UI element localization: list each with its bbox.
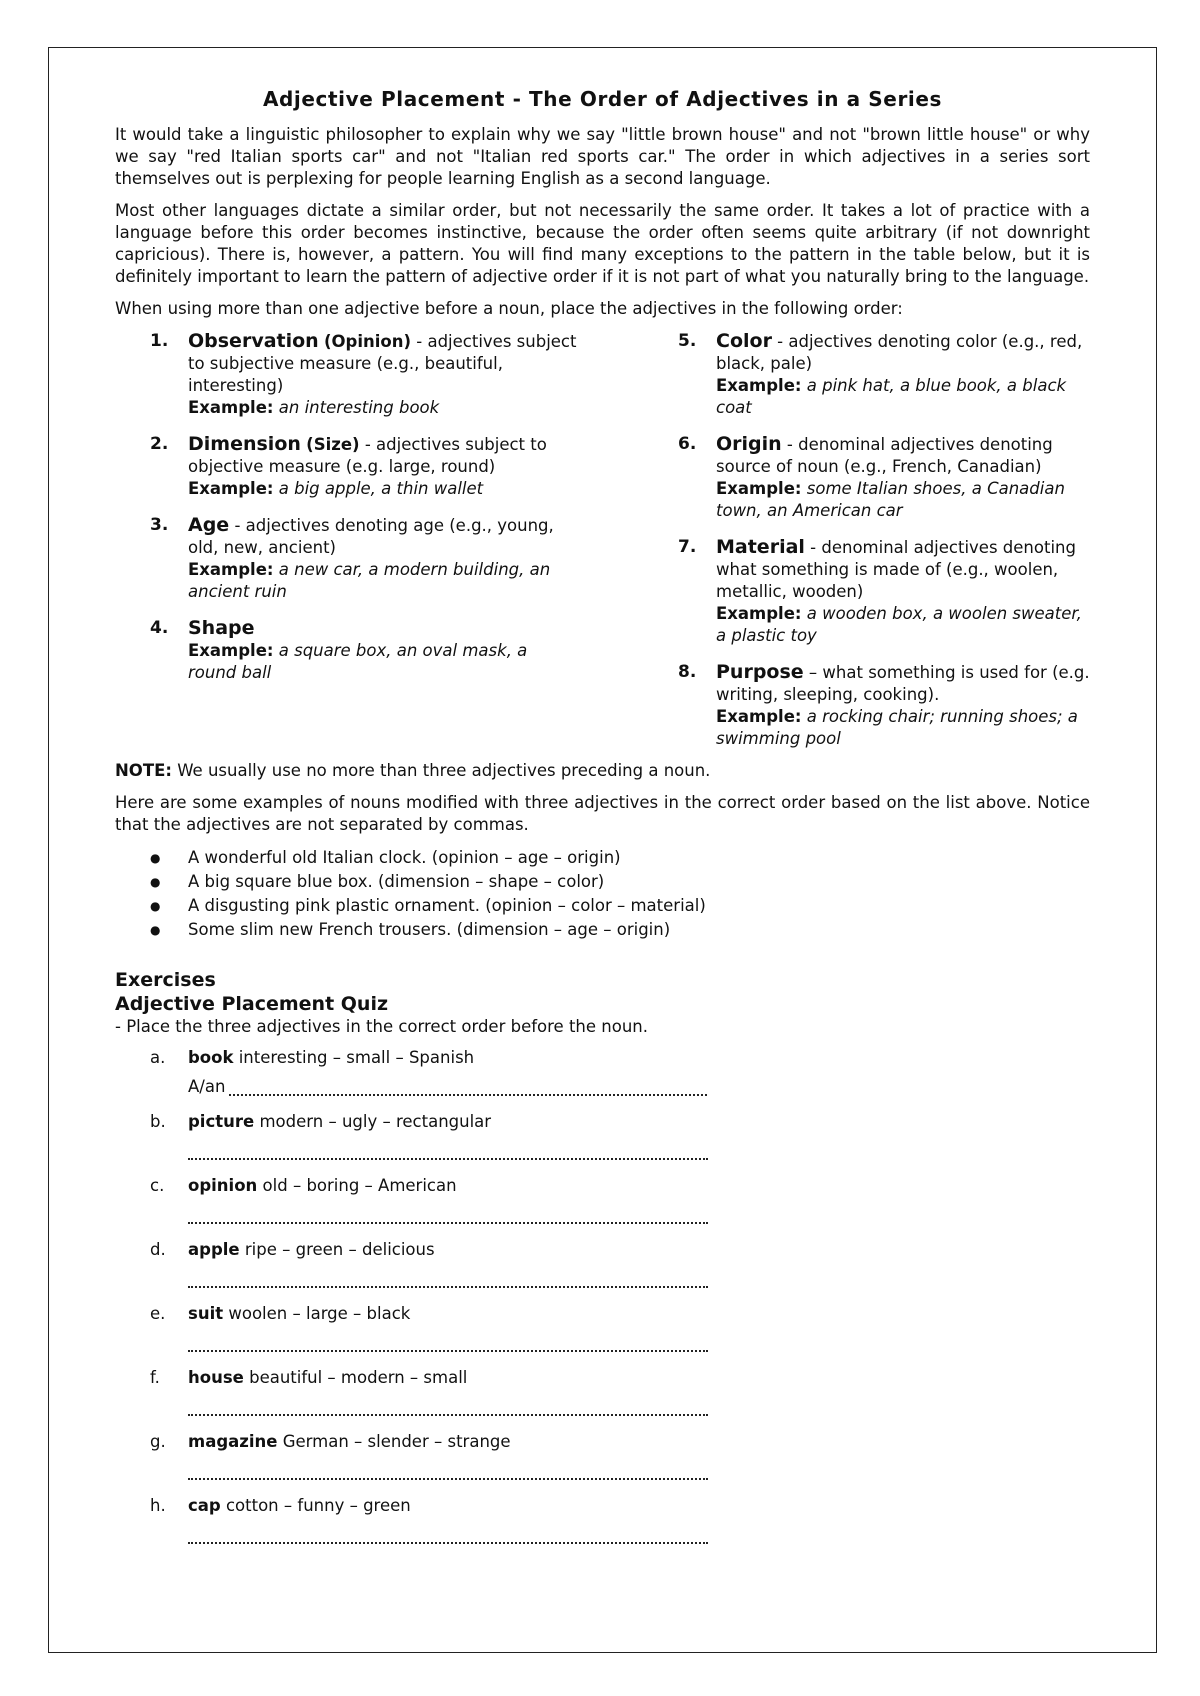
category-name: Dimension: [188, 433, 301, 455]
question-noun: apple: [188, 1240, 240, 1259]
list-item: ● A disgusting pink plastic ornament. (opinion – color – material): [150, 894, 1090, 918]
question-letter: c.: [150, 1176, 165, 1195]
question-adjectives: woolen – large – black: [228, 1304, 411, 1323]
question-noun: magazine: [188, 1432, 278, 1451]
question-noun: book: [188, 1048, 234, 1067]
languages-paragraph: Most other languages dictate a similar order, but not necessarily the same order. It takes a lot of practice with a language before this order becomes instinctive, because the order often seems quite arbitrary (if not downright capricious). There is, however, a pattern. You will find many exceptions to the pattern in the table below, but it is definitely important to learn the pattern of adjective order if it is not part of what you naturally bring to the language.: [115, 201, 1090, 286]
category-name: Shape: [188, 617, 255, 639]
category-name: Observation: [188, 330, 319, 352]
bullet-icon: ●: [150, 851, 161, 865]
category-description: - denominal adjectives denoting what something is made of (e.g., woolen, metallic, wooden): [716, 538, 1076, 601]
note-label: NOTE:: [115, 761, 172, 780]
document-body: [115, 84, 1090, 1558]
category-description: - denominal adjectives denoting source of noun (e.g., French, Canadian): [716, 435, 1053, 476]
category-example: a new car, a modern building, an ancient ruin: [188, 560, 551, 601]
question-noun: suit: [188, 1304, 224, 1323]
note-text: We usually use no more than three adjectives preceding a noun.: [171, 761, 711, 780]
answer-line[interactable]: [188, 1262, 1090, 1296]
category-description: – what something is used for (e.g. writing, sleeping, cooking).: [716, 663, 1090, 704]
category-description: - adjectives denoting color (e.g., red, black, pale): [716, 332, 1083, 373]
example-label: Example:: [716, 479, 802, 498]
question-adjectives: ripe – green – delicious: [244, 1240, 435, 1259]
category-name: Age: [188, 514, 230, 536]
question-adjectives: modern – ugly – rectangular: [259, 1112, 492, 1131]
example-label: Example:: [188, 641, 274, 660]
category-number: 1.: [150, 331, 169, 351]
list-item: ● A wonderful old Italian clock. (opinion – age – origin): [150, 846, 1090, 870]
category-number: 7.: [678, 537, 697, 557]
question-adjectives: German – slender – strange: [282, 1432, 511, 1451]
list-item: ● Some slim new French trousers. (dimension – age – origin): [150, 918, 1090, 942]
answer-line[interactable]: [188, 1326, 1090, 1360]
example-label: Example:: [188, 560, 274, 579]
quiz-question: [150, 1110, 1090, 1168]
answer-line[interactable]: [188, 1070, 1090, 1104]
category-number: 3.: [150, 515, 169, 535]
question-noun: house: [188, 1368, 244, 1387]
bullet-icon: ●: [150, 923, 161, 937]
category-name: Material: [716, 536, 805, 558]
category-item: [150, 433, 580, 500]
quiz-instruction: - Place the three adjectives in the correct order before the noun.: [115, 1017, 648, 1036]
category-subtitle: (Size): [306, 435, 360, 454]
categories-left-column: [150, 330, 580, 764]
quiz-question: [150, 1238, 1090, 1296]
quiz-question: [150, 1174, 1090, 1232]
category-example: a wooden box, a woolen sweater, a plastic toy: [716, 604, 1082, 645]
answer-line[interactable]: [188, 1518, 1090, 1552]
exercises-heading: Exercises: [115, 969, 216, 991]
category-item: [678, 433, 1090, 522]
bullet-icon: ●: [150, 875, 161, 889]
quiz-question: [150, 1302, 1090, 1360]
category-number: 2.: [150, 434, 169, 454]
category-description: - adjectives subject to subjective measure (e.g., beautiful, interesting): [188, 332, 577, 395]
question-letter: d.: [150, 1240, 166, 1259]
question-letter: a.: [150, 1048, 166, 1067]
question-adjectives: interesting – small – Spanish: [238, 1048, 475, 1067]
category-example: a pink hat, a blue book, a black coat: [716, 376, 1067, 417]
category-example: a big apple, a thin wallet: [278, 479, 484, 498]
category-number: 8.: [678, 662, 697, 682]
question-letter: h.: [150, 1496, 166, 1515]
categories-columns: [115, 330, 1090, 764]
example-label: Example:: [188, 398, 274, 417]
question-noun: cap: [188, 1496, 221, 1515]
category-number: 5.: [678, 331, 697, 351]
quiz-title: Adjective Placement Quiz: [115, 993, 389, 1015]
quiz-question: [150, 1494, 1090, 1552]
question-letter: f.: [150, 1368, 160, 1387]
intro-paragraph: It would take a linguistic philosopher to explain why we say "little brown house" and not "brown little house" or why we say "red Italian sports car" and not "Italian red sports car." The order in which adjectives in a series sort themselves out is perplexing for people learning English as a second language.: [115, 125, 1090, 188]
category-example: a rocking chair; running shoes; a swimming pool: [716, 707, 1078, 748]
category-name: Color: [716, 330, 772, 352]
answer-line[interactable]: [188, 1134, 1090, 1168]
bullet-icon: ●: [150, 899, 161, 913]
answer-prefix: A/an: [188, 1077, 226, 1096]
category-item: [678, 661, 1090, 750]
list-item: ● A big square blue box. (dimension – shape – color): [150, 870, 1090, 894]
category-description: - adjectives denoting age (e.g., young, old, new, ancient): [188, 516, 554, 557]
category-number: 4.: [150, 618, 169, 638]
examples-intro: Here are some examples of nouns modified with three adjectives in the correct order based on the list above. Notice that the adjectives are not separated by commas.: [115, 793, 1090, 834]
question-letter: g.: [150, 1432, 166, 1451]
category-description: - adjectives subject to objective measure (e.g. large, round): [188, 435, 547, 476]
page-title: Adjective Placement - The Order of Adjectives in a Series: [262, 87, 943, 111]
categories-right-column: [678, 330, 1090, 764]
category-number: 6.: [678, 434, 697, 454]
quiz-question: [150, 1046, 1090, 1104]
quiz-question: [150, 1430, 1090, 1488]
category-item: [150, 330, 580, 419]
question-adjectives: beautiful – modern – small: [249, 1368, 468, 1387]
quiz-question: [150, 1366, 1090, 1424]
question-letter: e.: [150, 1304, 166, 1323]
category-item: [150, 617, 580, 684]
answer-line[interactable]: [188, 1454, 1090, 1488]
answer-line[interactable]: [188, 1390, 1090, 1424]
category-item: [678, 330, 1090, 419]
question-adjectives: old – boring – American: [262, 1176, 457, 1195]
category-item: [150, 514, 580, 603]
category-example: some Italian shoes, a Canadian town, an American car: [716, 479, 1065, 520]
question-noun: picture: [188, 1112, 255, 1131]
category-name: Purpose: [716, 661, 804, 683]
category-example: a square box, an oval mask, a round ball: [188, 641, 528, 682]
question-noun: opinion: [188, 1176, 258, 1195]
example-label: Example:: [716, 376, 802, 395]
example-label: Example:: [716, 604, 802, 623]
order-lead-paragraph: When using more than one adjective before a noun, place the adjectives in the following order:: [115, 299, 903, 318]
category-example: an interesting book: [278, 398, 440, 417]
answer-line[interactable]: [188, 1198, 1090, 1232]
category-item: [678, 536, 1090, 647]
question-letter: b.: [150, 1112, 166, 1131]
example-list: [115, 846, 1090, 942]
question-adjectives: cotton – funny – green: [225, 1496, 411, 1515]
example-label: Example:: [716, 707, 802, 726]
example-label: Example:: [188, 479, 274, 498]
category-subtitle: (Opinion): [323, 332, 412, 351]
category-name: Origin: [716, 433, 782, 455]
